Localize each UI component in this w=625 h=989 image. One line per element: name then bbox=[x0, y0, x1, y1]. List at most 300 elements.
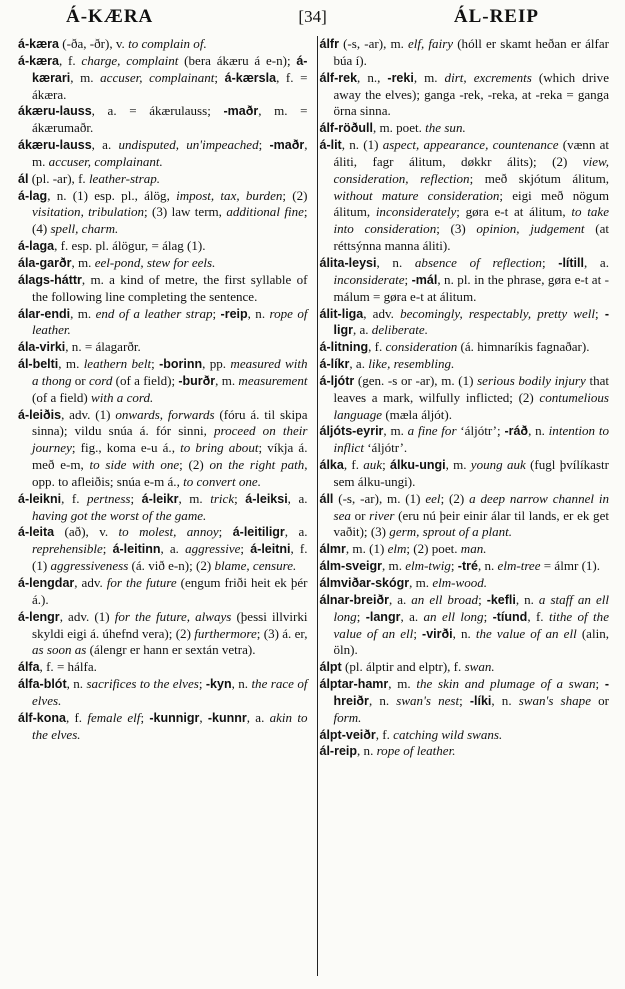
definition: end of a leather strap bbox=[95, 305, 213, 321]
dictionary-entry bbox=[18, 103, 308, 137]
definition: accuser, complainant bbox=[100, 69, 215, 85]
entry-text: ; fig., koma e-u á., bbox=[71, 440, 181, 456]
entry-text: , a. bbox=[91, 137, 119, 153]
dictionary-entry bbox=[320, 491, 610, 542]
definition: reprehensible bbox=[32, 541, 103, 557]
entry-text: ; bbox=[459, 692, 470, 708]
entry-text: , adv. (1) bbox=[59, 608, 115, 624]
definition: deliberate. bbox=[371, 322, 428, 338]
entry-text: , m. bbox=[382, 558, 406, 574]
definition: the skin and plumage of a swan bbox=[416, 676, 596, 692]
entry-text: ; gøra e-t at álitum, bbox=[456, 204, 572, 220]
headword: á-leikr bbox=[141, 491, 179, 506]
headword: álit-liga bbox=[319, 306, 364, 321]
entry-text: (which drive away the elves); ganga -rek, -reka, at -reka = ganga örna sinna. bbox=[333, 69, 609, 119]
entry-text: , n. bbox=[357, 743, 377, 759]
entry-text: , a. bbox=[583, 254, 609, 270]
entry-text: ‘áljótr’; bbox=[456, 423, 505, 439]
headword: ál-belti bbox=[18, 357, 59, 372]
entry-text: or bbox=[590, 692, 609, 708]
entry-text: , n. bbox=[452, 625, 476, 641]
entry-text: or bbox=[71, 372, 89, 388]
dictionary-entry bbox=[18, 53, 308, 104]
definition: spell, charm. bbox=[50, 221, 119, 237]
definition: for the future, always bbox=[114, 608, 232, 624]
entry-text: (at réttsýnna manna áliti). bbox=[333, 221, 609, 254]
columns bbox=[18, 36, 609, 760]
definition: sacrifices to the elves bbox=[86, 676, 199, 692]
definition: becomingly, respectably, pretty well bbox=[400, 305, 596, 321]
entry-text: , n. bbox=[477, 558, 498, 574]
entry-text: , m. a kind of metre, the first syllable of the following line completing the sentence. bbox=[32, 271, 308, 304]
definition: an ell broad bbox=[411, 591, 479, 607]
entry-text: (pl. -ar), f. bbox=[28, 170, 89, 186]
right-column bbox=[320, 36, 610, 760]
dictionary-entry bbox=[18, 272, 308, 306]
headword: álka bbox=[319, 458, 344, 473]
headword: -lítill bbox=[558, 255, 584, 270]
entry-text: ; (3) á. er, bbox=[256, 625, 308, 641]
entry-text: , m. = ákærumaðr. bbox=[32, 103, 308, 136]
entry-text: , m. bbox=[70, 69, 101, 85]
entry-text: ; bbox=[450, 558, 458, 574]
entry-text: , f. (1) bbox=[32, 541, 308, 574]
definition: inconsiderate bbox=[333, 271, 405, 287]
entry-text: ; bbox=[234, 490, 246, 506]
entry-text: ; (3) law term, bbox=[144, 204, 227, 220]
entry-text: ; bbox=[258, 137, 270, 153]
headword: -reki bbox=[387, 70, 414, 85]
entry-text: ; (4) bbox=[32, 204, 308, 237]
left-guide-word: Á-KÆRA bbox=[66, 6, 154, 27]
entry-text: , m. bbox=[58, 356, 84, 372]
definition: additional fine bbox=[226, 204, 304, 220]
definition: to take into consideration bbox=[333, 204, 609, 237]
entry-text: = álmr (1). bbox=[540, 558, 601, 574]
entry-text: , m. bbox=[409, 575, 433, 590]
headword: -hreiðr bbox=[333, 677, 609, 708]
entry-text: ; bbox=[218, 524, 233, 540]
entry-text: , m. bbox=[388, 676, 417, 692]
entry-text: ; bbox=[413, 625, 423, 641]
definition: swan. bbox=[464, 659, 495, 675]
entry-text: , f. bbox=[59, 52, 82, 68]
definition: man. bbox=[460, 541, 487, 557]
entry-text: , f. bbox=[65, 709, 88, 725]
headword: álf-röðull bbox=[319, 121, 373, 136]
dictionary-entry bbox=[320, 676, 610, 727]
dictionary-entry bbox=[320, 575, 610, 592]
entry-text: ; bbox=[212, 305, 221, 321]
headword: -borinn bbox=[159, 357, 203, 372]
entry-text: ; (2) bbox=[282, 187, 308, 203]
headword: álf-kona bbox=[18, 710, 66, 725]
definition: an ell long bbox=[423, 608, 484, 624]
entry-text: , n. (1) esp. pl., álög, bbox=[47, 187, 177, 203]
definition: young auk bbox=[470, 457, 526, 473]
headword: álpt-veiðr bbox=[319, 727, 376, 742]
headword: á-leita bbox=[18, 525, 55, 540]
headword: -maðr bbox=[223, 104, 259, 119]
definition: view, consideration, reflection bbox=[333, 153, 609, 186]
headword: álar-endi bbox=[18, 306, 71, 321]
entry-text: , a. bbox=[352, 322, 372, 338]
definition: the race of elves. bbox=[32, 676, 308, 708]
entry-text: , n. bbox=[231, 676, 252, 692]
dictionary-entry bbox=[320, 743, 610, 760]
headword: -kyn bbox=[205, 677, 232, 692]
entry-text: (-s, -ar), m. bbox=[338, 36, 408, 51]
definition: to convert one. bbox=[183, 473, 261, 489]
entry-text: , adv. bbox=[74, 575, 107, 590]
entry-text: , a. bbox=[388, 591, 412, 607]
dictionary-entry bbox=[18, 339, 308, 356]
column-rule bbox=[317, 36, 318, 976]
entry-text: ; eigi með nögum álitum, bbox=[333, 187, 609, 220]
dictionary-entry bbox=[320, 70, 610, 121]
entry-text: , f. esp. pl. álögur, = álag (1). bbox=[54, 238, 206, 254]
dictionary-entry bbox=[18, 491, 308, 525]
headword: á-ljótr bbox=[319, 373, 355, 388]
definition: aggressive bbox=[185, 541, 241, 557]
dictionary-entry bbox=[320, 339, 610, 356]
entry-text: , m. bbox=[383, 423, 408, 439]
definition: akin to the elves. bbox=[32, 709, 308, 742]
entry-text: , f. bbox=[343, 457, 364, 473]
definition: tithe of the value of an ell bbox=[333, 608, 609, 641]
entry-text: , m. poet. bbox=[372, 120, 426, 136]
entry-text: (eru nú þeir einir álar til lands, er ek get vaðit); (3) bbox=[333, 507, 609, 540]
headword: álmr bbox=[319, 542, 346, 557]
entry-text: ; bbox=[356, 608, 366, 624]
dictionary-entry bbox=[18, 171, 308, 188]
definition: eel bbox=[425, 490, 441, 506]
definition: for the future bbox=[106, 575, 177, 590]
entry-text: (þessi illvirki skyldi eigi á. úhefnd vera); (2) bbox=[32, 608, 308, 641]
headword: á-líkr bbox=[319, 357, 350, 372]
dictionary-entry bbox=[18, 137, 308, 171]
definition: leathern belt bbox=[83, 356, 152, 372]
definition: rope of leather. bbox=[32, 305, 308, 338]
entry-text: , a. bbox=[287, 490, 308, 506]
headword: álf-rek bbox=[319, 70, 358, 85]
definition: measured with a thong bbox=[32, 356, 308, 388]
headword: ála-virki bbox=[18, 340, 66, 355]
entry-text: (bera ákæru á e-n); bbox=[178, 52, 297, 68]
headword: -reip bbox=[220, 306, 248, 321]
entry-text: , n. bbox=[66, 676, 87, 692]
headword: áll bbox=[319, 491, 334, 506]
entry-text: , m. bbox=[445, 457, 471, 473]
entry-text: that leaves a mark, wilfully inflicted; (2) bbox=[333, 372, 610, 405]
dictionary-entry bbox=[320, 255, 610, 306]
entry-text: ; bbox=[140, 709, 150, 725]
definition: having got the worst of the game. bbox=[32, 507, 207, 523]
entry-text: , a. bbox=[246, 709, 270, 725]
definition: the value of an ell bbox=[475, 625, 577, 641]
definition: as soon as bbox=[32, 642, 87, 658]
entry-text: ; bbox=[151, 356, 160, 372]
headword: ála-garðr bbox=[18, 255, 72, 270]
entry-text: , adv. (1) bbox=[61, 406, 116, 422]
right-guide-word: ÁL-REIP bbox=[453, 6, 539, 27]
entry-text: (fugl þvílíkastr sem álku-ungi). bbox=[333, 457, 609, 489]
entry-text: , f. bbox=[61, 490, 87, 506]
dictionary-entry bbox=[320, 592, 610, 659]
definition: undisputed, un'impeached bbox=[118, 137, 259, 153]
entry-text: , n. = álagarðr. bbox=[65, 339, 141, 355]
definition: trick bbox=[210, 490, 235, 506]
dictionary-entry bbox=[320, 541, 610, 558]
left-column bbox=[18, 36, 308, 760]
headword: -tíund bbox=[492, 609, 528, 624]
entry-text: ; bbox=[404, 271, 412, 287]
headword: ál-reip bbox=[319, 744, 358, 759]
entry-text: , n. bbox=[515, 591, 539, 607]
dictionary-entry bbox=[18, 407, 308, 491]
entry-text: , m. bbox=[413, 69, 445, 85]
definition: aspect, appearance, countenance bbox=[382, 137, 559, 153]
entry-text: ; víkja á. með e-m, bbox=[32, 440, 308, 473]
headword: á-kæra bbox=[18, 53, 59, 68]
definition: contumelious language bbox=[333, 389, 609, 422]
definition: measurement bbox=[238, 372, 308, 388]
headword: -ráð bbox=[504, 424, 529, 439]
definition: impost, tax, burden bbox=[176, 187, 283, 203]
entry-text: , m. (1) bbox=[345, 541, 388, 557]
entry-text: (engum friði heit ek þér á.). bbox=[32, 575, 308, 607]
entry-text: , m. bbox=[71, 254, 95, 270]
dictionary-entry bbox=[18, 238, 308, 255]
definition: elm-twig bbox=[405, 558, 451, 574]
entry-text: (pl. álptir and elptr), f. bbox=[341, 659, 465, 675]
dictionary-entry bbox=[320, 137, 610, 255]
entry-text: , adv. bbox=[363, 305, 401, 321]
entry-text: ; bbox=[595, 305, 605, 321]
headword: á-kærari bbox=[32, 53, 308, 85]
definition: auk bbox=[363, 457, 383, 473]
entry-text: , a. = ákærulauss; bbox=[91, 103, 224, 119]
definition: absence of reflection bbox=[414, 254, 542, 270]
entry-text: , f. bbox=[368, 339, 386, 355]
dictionary-entry bbox=[320, 306, 610, 340]
definition: elf, fairy bbox=[408, 36, 454, 51]
entry-text: ; með skjótum álitum, bbox=[469, 170, 609, 186]
page-header bbox=[18, 6, 609, 36]
definition: a fine for bbox=[407, 423, 457, 439]
headword: ákæru-lauss bbox=[18, 138, 92, 153]
dictionary-entry bbox=[18, 188, 308, 239]
definition: to molest, annoy bbox=[118, 524, 219, 540]
entry-text: (fóru á. til skipa sinna); vildu snúa á. fór sinni, bbox=[32, 406, 308, 439]
entry-text: (gen. -s or -ar), m. (1) bbox=[354, 372, 478, 388]
entry-text: ; bbox=[595, 676, 605, 692]
dictionary-entry bbox=[18, 36, 308, 53]
page-number: [34] bbox=[298, 7, 327, 26]
headword: álags-háttr bbox=[18, 272, 82, 287]
dictionary-entry bbox=[18, 255, 308, 272]
definition: proceed on their journey bbox=[32, 423, 308, 456]
entry-text: (hóll er skamt heðan er álfar búa í). bbox=[333, 36, 609, 68]
dictionary-entry bbox=[18, 659, 308, 676]
definition: aggressiveness bbox=[50, 558, 129, 574]
headword: á-leitinn bbox=[112, 542, 161, 557]
headword: ál bbox=[18, 171, 29, 186]
entry-text: , f. = hálfa. bbox=[39, 659, 97, 675]
definition: swan's nest bbox=[396, 692, 460, 708]
headword: -ligr bbox=[333, 306, 609, 338]
headword: -kunnr bbox=[207, 710, 247, 725]
definition: without mature consideration bbox=[333, 187, 500, 203]
entry-text: , m. bbox=[32, 137, 308, 169]
definition: inconsiderately bbox=[375, 204, 457, 220]
headword: á-lengr bbox=[18, 609, 60, 624]
definition: on the right path bbox=[209, 457, 305, 473]
definition: visitation, tribulation bbox=[32, 204, 145, 220]
headword: á-kæra bbox=[18, 37, 59, 51]
entry-text: , a. bbox=[284, 524, 308, 540]
entry-text: , pp. bbox=[202, 356, 231, 372]
dictionary-entry bbox=[18, 306, 308, 340]
definition: river bbox=[369, 507, 395, 523]
headword: á-kærsla bbox=[224, 70, 277, 85]
definition: catching wild swans. bbox=[393, 726, 503, 742]
entry-text: ; (2) bbox=[440, 490, 470, 506]
definition: dirt, excrements bbox=[444, 69, 532, 85]
entry-text: (vænn at áliti, fagr álitum, døkkr álits); (2) bbox=[333, 137, 610, 169]
definition: accuser, complainant. bbox=[48, 153, 163, 169]
definition: opinion, judgement bbox=[476, 221, 585, 237]
definition: elm-wood. bbox=[432, 575, 488, 590]
headword: álmviðar-skógr bbox=[319, 576, 410, 590]
entry-text: ; bbox=[130, 490, 142, 506]
dictionary-entry bbox=[18, 609, 308, 660]
headword: á-lag bbox=[18, 188, 48, 203]
headword: -líki bbox=[469, 693, 492, 708]
definition: to complain of. bbox=[128, 36, 207, 51]
entry-text: , m. bbox=[178, 490, 211, 506]
entry-text: (-s, -ar), m. (1) bbox=[333, 490, 426, 506]
definition: swan's shape bbox=[518, 692, 591, 708]
entry-text: ; (2) bbox=[179, 457, 210, 473]
definition: elm-tree bbox=[497, 558, 541, 574]
dictionary-entry bbox=[320, 423, 610, 457]
headword: á-leikni bbox=[18, 491, 62, 506]
definition: female elf bbox=[87, 709, 141, 725]
entry-text: ‘áljótr’. bbox=[363, 440, 408, 456]
headword: á-lengdar bbox=[18, 576, 75, 590]
entry-text: ; bbox=[382, 457, 391, 473]
definition: blame, censure. bbox=[214, 558, 297, 574]
headword: álptar-hamr bbox=[319, 677, 389, 692]
dictionary-entry bbox=[320, 356, 610, 373]
entry-text: (alin, öln). bbox=[333, 625, 610, 658]
entry-text: ; bbox=[541, 254, 559, 270]
definition: like, resembling. bbox=[368, 356, 455, 372]
definition: a staff an ell long bbox=[333, 591, 609, 624]
headword: á-laga bbox=[18, 239, 55, 254]
entry-text: ; bbox=[198, 676, 206, 692]
entry-text: ; bbox=[102, 541, 113, 557]
entry-text: ; (2) poet. bbox=[406, 541, 461, 557]
entry-text: , n. bbox=[368, 692, 397, 708]
entry-text: , f. bbox=[375, 726, 394, 742]
entry-text: , n., bbox=[357, 69, 388, 85]
entry-text: , opp. to afleiðis; snúa e-m á., bbox=[32, 457, 308, 489]
headword: -kunnigr bbox=[149, 710, 200, 725]
entry-text: , n. (1) bbox=[341, 137, 383, 153]
entry-text: (álengr er hann er sextán vetra). bbox=[86, 642, 256, 658]
headword: á-leitiligr bbox=[232, 525, 285, 540]
definition: furthermore bbox=[194, 625, 257, 641]
headword: -burðr bbox=[178, 373, 216, 388]
entry-text: or bbox=[350, 507, 370, 523]
headword: áljóts-eyrir bbox=[319, 424, 384, 439]
entry-text: , n. bbox=[376, 254, 415, 270]
entry-text: (á. himnaríkis fagnaðar). bbox=[457, 339, 590, 355]
entry-text: (mæla áljót). bbox=[382, 406, 452, 422]
headword: álita-leysi bbox=[319, 255, 377, 270]
definition: serious bodily injury bbox=[477, 372, 586, 388]
headword: álku-ungi bbox=[390, 458, 446, 473]
entry-text: ; bbox=[240, 541, 251, 557]
definition: rope of leather. bbox=[376, 743, 456, 759]
dictionary-entry bbox=[320, 457, 610, 491]
definition: elm bbox=[387, 541, 407, 557]
headword: -maðr bbox=[269, 138, 305, 153]
entry-text: , n. pl. in the phrase, gøra e-t at -málum = gøra e-t at álitum. bbox=[333, 271, 610, 304]
entry-text: (á. við e-n); (2) bbox=[128, 558, 215, 574]
headword: -mál bbox=[411, 272, 438, 287]
entry-text: , n. bbox=[247, 305, 270, 321]
dictionary-entry bbox=[320, 36, 610, 70]
headword: álfr bbox=[319, 37, 339, 51]
definition: the sun. bbox=[425, 120, 466, 136]
definition: consideration bbox=[385, 339, 458, 355]
entry-text: ; (3) bbox=[436, 221, 477, 237]
entry-text: , a. bbox=[400, 608, 424, 624]
headword: álfa-blót bbox=[18, 677, 67, 692]
dictionary-entry bbox=[18, 356, 308, 407]
entry-text: , bbox=[199, 709, 208, 725]
entry-text: , m. bbox=[70, 305, 96, 321]
headword: álnar-breiðr bbox=[319, 592, 389, 607]
dictionary-entry bbox=[320, 727, 610, 744]
definition: onwards, forwards bbox=[115, 406, 215, 422]
entry-text: , a. bbox=[349, 356, 369, 372]
headword: á-litning bbox=[319, 340, 369, 355]
definition: to side with one bbox=[89, 457, 180, 473]
entry-text: , n. bbox=[491, 692, 519, 708]
headword: á-leiðis bbox=[18, 407, 62, 422]
definition: eel-pond, stew for eels. bbox=[94, 254, 216, 270]
headword: -tré bbox=[457, 559, 478, 574]
definition: with a cord. bbox=[91, 389, 154, 405]
dictionary-entry bbox=[320, 659, 610, 676]
headword: á-leitni bbox=[250, 542, 291, 557]
entry-text: , f. bbox=[527, 608, 549, 624]
headword: álm-sveigr bbox=[319, 559, 383, 574]
headword: á-leiksi bbox=[245, 491, 288, 506]
entry-text: (of a field) bbox=[32, 389, 92, 405]
definition: germ, sprout of a plant. bbox=[389, 524, 513, 540]
headword: á-lit bbox=[319, 138, 342, 153]
headword: ákæru-lauss bbox=[18, 104, 92, 119]
dictionary-entry bbox=[18, 575, 308, 609]
dictionary-entry bbox=[320, 120, 610, 137]
dictionary-entry bbox=[18, 524, 308, 575]
definition: leather-strap. bbox=[88, 170, 161, 186]
